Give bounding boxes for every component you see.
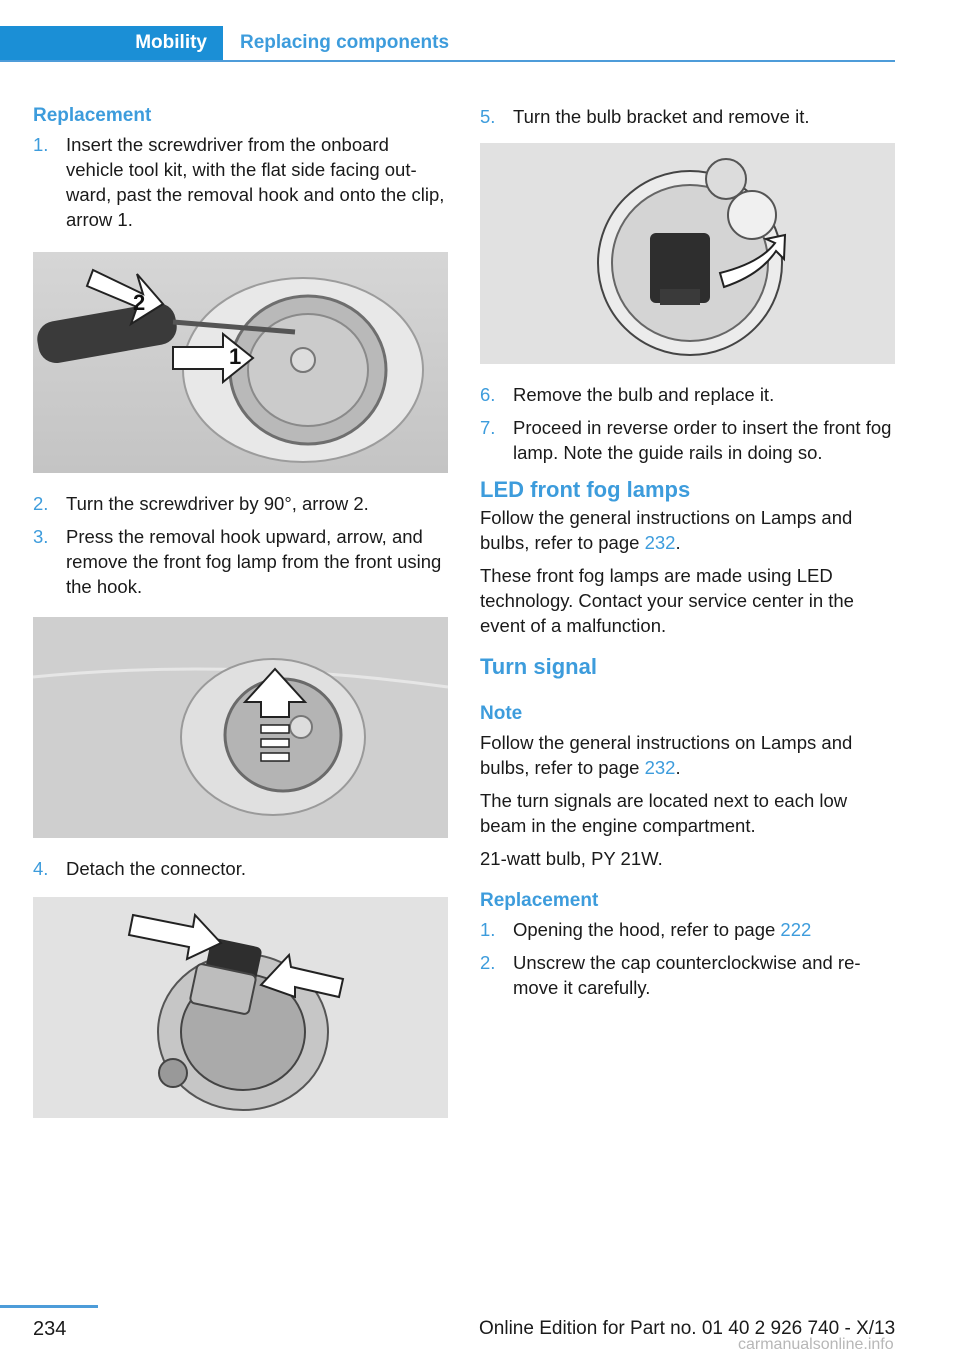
step-number: 5. xyxy=(480,106,496,127)
page-number: 234 xyxy=(33,1318,67,1340)
step-number: 2. xyxy=(480,952,496,973)
step-3 xyxy=(33,524,448,599)
figure-connector xyxy=(33,897,448,1118)
step-number: 1. xyxy=(480,919,496,940)
step-text: Insert the screwdriver from the onboard vehicle tool kit, with the flat side facing out-ward, past the removal hook and onto the clip, arrow 1. xyxy=(66,134,445,230)
left-column xyxy=(33,100,448,1136)
led-paragraph-2: These front fog lamps are made using LED technology. Contact your service center in the event of a malfunction. xyxy=(480,565,854,636)
text: Opening the hood, refer to page xyxy=(513,919,781,940)
step-number: 7. xyxy=(480,417,496,438)
step-5 xyxy=(480,104,895,129)
watermark: carmanualsonline.info xyxy=(738,1336,894,1353)
step-number: 6. xyxy=(480,384,496,405)
header-rule xyxy=(0,60,895,62)
step-number: 1. xyxy=(33,134,49,155)
header-bar xyxy=(0,26,895,62)
step-number: 3. xyxy=(33,526,49,547)
replacement-heading: Replacement xyxy=(33,105,152,126)
note-paragraph-2: The turn signals are located next to each low beam in the engine compartment. xyxy=(480,790,848,836)
step-2 xyxy=(33,491,448,516)
step-number: 2. xyxy=(33,493,49,514)
note-heading: Note xyxy=(480,703,523,724)
note-paragraph-3: 21-watt bulb, PY 21W. xyxy=(480,848,663,869)
edition-text: Online Edition for Part no. 01 40 2 926 740 - X/13 xyxy=(479,1318,896,1339)
figure-bulb-bracket xyxy=(480,143,895,364)
step-text xyxy=(513,917,895,942)
page-link-232[interactable]: 232 xyxy=(644,757,676,778)
step-number: 4. xyxy=(33,858,49,879)
step-6 xyxy=(480,382,895,407)
step-4 xyxy=(33,856,448,881)
repl-step-1 xyxy=(480,917,895,942)
figure-removal-hook xyxy=(33,617,448,838)
arrow-2-label: 2 xyxy=(133,290,146,315)
step-text: Press the removal hook upward, arrow, and remove the front fog lamp from the front using the hook. xyxy=(66,526,442,597)
text: Follow the general instructions on Lamps and bulbs, refer to page xyxy=(480,507,853,553)
page-link-232[interactable]: 232 xyxy=(644,532,676,553)
turn-signal-heading: Turn signal xyxy=(480,654,597,679)
tab-replacing-components[interactable]: Replacing components xyxy=(240,32,450,53)
figure-screwdriver-insert xyxy=(33,252,448,473)
led-paragraph-1 xyxy=(480,505,895,555)
replacement-heading-2: Replacement xyxy=(480,890,599,911)
step-7 xyxy=(480,415,895,465)
step-text: Turn the screwdriver by 90°, arrow 2. xyxy=(66,493,369,514)
text: . xyxy=(675,757,681,778)
arrow-1-label: 1 xyxy=(229,344,242,369)
tab-mobility[interactable]: Mobility xyxy=(0,26,223,60)
step-text: Proceed in reverse order to insert the front fog lamp. Note the guide rails in doing so. xyxy=(513,417,892,463)
page-link-222[interactable]: 222 xyxy=(780,919,812,940)
repl-step-2 xyxy=(480,950,895,1000)
step-text: Detach the connector. xyxy=(66,858,246,879)
step-text: Remove the bulb and replace it. xyxy=(513,384,775,405)
step-1 xyxy=(33,132,448,232)
right-column xyxy=(480,100,895,1008)
step-text: Turn the bulb bracket and remove it. xyxy=(513,106,810,127)
text: . xyxy=(675,532,681,553)
note-paragraph-1 xyxy=(480,730,895,780)
step-text: Unscrew the cap counterclockwise and re-move it carefully. xyxy=(513,952,861,998)
text: Follow the general instructions on Lamps and bulbs, refer to page xyxy=(480,732,853,778)
led-fog-heading: LED front fog lamps xyxy=(480,477,691,502)
footer-rule xyxy=(0,1305,98,1308)
